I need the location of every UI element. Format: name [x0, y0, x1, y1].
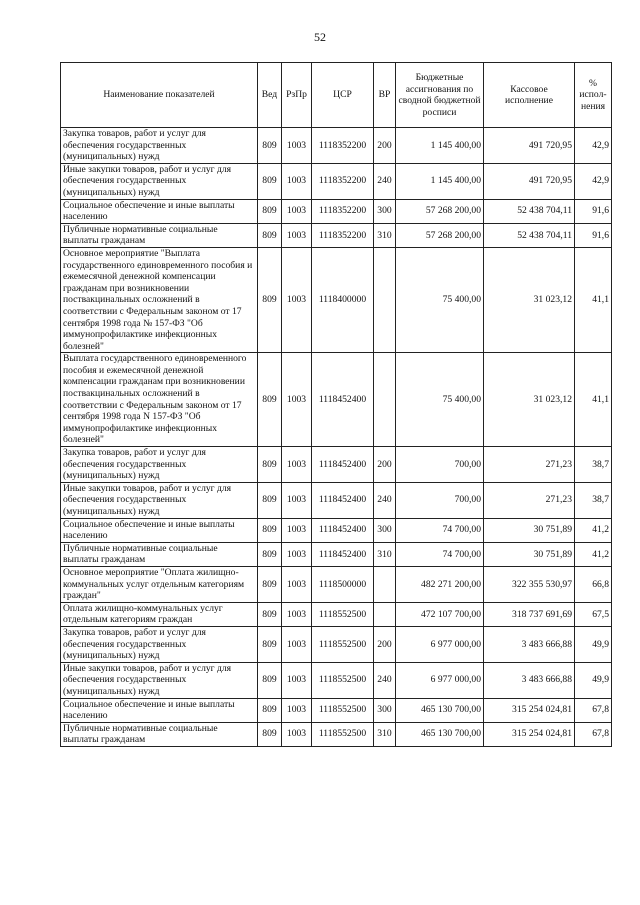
table-row [61, 722, 612, 746]
cell-pct: 41,1 [575, 353, 612, 447]
table-row [61, 199, 612, 223]
cell-cash: 271,23 [484, 447, 575, 483]
cell-csr: 1118552500 [312, 722, 374, 746]
header-ved: Вед [258, 63, 282, 128]
cell-pct: 67,8 [575, 722, 612, 746]
cell-cash: 52 438 704,11 [484, 199, 575, 223]
cell-name: Публичные нормативные социальные выплаты гражданам [61, 542, 258, 566]
cell-name: Основное мероприятие "Оплата жилищно-коммунальных услуг отдельным категориям граждан" [61, 566, 258, 602]
cell-pct: 41,2 [575, 518, 612, 542]
table-row [61, 566, 612, 602]
cell-rzpr: 1003 [282, 626, 312, 662]
cell-csr: 1118552500 [312, 698, 374, 722]
cell-assigned: 482 271 200,00 [396, 566, 484, 602]
cell-assigned: 74 700,00 [396, 542, 484, 566]
cell-cash: 31 023,12 [484, 247, 575, 352]
cell-cash: 30 751,89 [484, 518, 575, 542]
cell-rzpr: 1003 [282, 662, 312, 698]
cell-csr: 1118500000 [312, 566, 374, 602]
cell-pct: 38,7 [575, 482, 612, 518]
table-body [61, 128, 612, 747]
cell-csr: 1118452400 [312, 542, 374, 566]
cell-ved: 809 [258, 163, 282, 199]
cell-ved: 809 [258, 247, 282, 352]
cell-cash: 30 751,89 [484, 542, 575, 566]
cell-pct: 38,7 [575, 447, 612, 483]
table-row [61, 223, 612, 247]
cell-vr [374, 247, 396, 352]
cell-assigned: 57 268 200,00 [396, 223, 484, 247]
cell-csr: 1118452400 [312, 482, 374, 518]
cell-assigned: 75 400,00 [396, 353, 484, 447]
cell-ved: 809 [258, 447, 282, 483]
cell-vr: 300 [374, 199, 396, 223]
cell-cash: 52 438 704,11 [484, 223, 575, 247]
cell-assigned: 465 130 700,00 [396, 722, 484, 746]
cell-ved: 809 [258, 662, 282, 698]
cell-pct: 91,6 [575, 223, 612, 247]
cell-pct: 67,5 [575, 602, 612, 626]
cell-cash: 271,23 [484, 482, 575, 518]
cell-rzpr: 1003 [282, 566, 312, 602]
cell-rzpr: 1003 [282, 698, 312, 722]
cell-rzpr: 1003 [282, 128, 312, 164]
cell-ved: 809 [258, 698, 282, 722]
cell-name: Закупка товаров, работ и услуг для обеспечения государственных (муниципальных) нужд [61, 128, 258, 164]
table-row [61, 482, 612, 518]
cell-vr: 310 [374, 542, 396, 566]
header-row [61, 63, 612, 128]
cell-assigned: 465 130 700,00 [396, 698, 484, 722]
cell-assigned: 57 268 200,00 [396, 199, 484, 223]
cell-pct: 91,6 [575, 199, 612, 223]
cell-vr [374, 566, 396, 602]
cell-rzpr: 1003 [282, 542, 312, 566]
cell-name: Закупка товаров, работ и услуг для обеспечения государственных (муниципальных) нужд [61, 447, 258, 483]
cell-ved: 809 [258, 626, 282, 662]
cell-rzpr: 1003 [282, 247, 312, 352]
cell-csr: 1118452400 [312, 353, 374, 447]
header-rzpr: РзПр [282, 63, 312, 128]
cell-rzpr: 1003 [282, 447, 312, 483]
header-pct: % испол-нения [575, 63, 612, 128]
cell-assigned: 1 145 400,00 [396, 163, 484, 199]
cell-rzpr: 1003 [282, 482, 312, 518]
table-row [61, 353, 612, 447]
table-row [61, 662, 612, 698]
cell-vr: 200 [374, 128, 396, 164]
cell-assigned: 472 107 700,00 [396, 602, 484, 626]
table-row [61, 602, 612, 626]
cell-vr: 240 [374, 163, 396, 199]
table-row [61, 698, 612, 722]
header-cash: Кассовое исполнение [484, 63, 575, 128]
cell-csr: 1118400000 [312, 247, 374, 352]
cell-cash: 3 483 666,88 [484, 626, 575, 662]
page-number: 52 [314, 30, 326, 44]
cell-cash: 315 254 024,81 [484, 698, 575, 722]
cell-ved: 809 [258, 199, 282, 223]
cell-rzpr: 1003 [282, 722, 312, 746]
cell-name: Оплата жилищно-коммунальных услуг отдельным категориям граждан [61, 602, 258, 626]
cell-pct: 42,9 [575, 163, 612, 199]
cell-csr: 1118352200 [312, 128, 374, 164]
cell-cash: 491 720,95 [484, 163, 575, 199]
cell-name: Иные закупки товаров, работ и услуг для обеспечения государственных (муниципальных) нужд [61, 482, 258, 518]
cell-rzpr: 1003 [282, 602, 312, 626]
cell-vr: 240 [374, 482, 396, 518]
table-row [61, 518, 612, 542]
table-header [61, 63, 612, 128]
cell-ved: 809 [258, 566, 282, 602]
table-row [61, 163, 612, 199]
cell-pct: 49,9 [575, 662, 612, 698]
cell-pct: 41,2 [575, 542, 612, 566]
header-name: Наименование показателей [61, 63, 258, 128]
cell-ved: 809 [258, 518, 282, 542]
cell-vr [374, 353, 396, 447]
cell-ved: 809 [258, 353, 282, 447]
table-row [61, 626, 612, 662]
cell-csr: 1118452400 [312, 518, 374, 542]
cell-name: Закупка товаров, работ и услуг для обеспечения государственных (муниципальных) нужд [61, 626, 258, 662]
cell-cash: 491 720,95 [484, 128, 575, 164]
budget-table [60, 62, 612, 747]
cell-vr: 300 [374, 698, 396, 722]
cell-name: Социальное обеспечение и иные выплаты населению [61, 518, 258, 542]
header-csr: ЦСР [312, 63, 374, 128]
cell-rzpr: 1003 [282, 518, 312, 542]
cell-cash: 318 737 691,69 [484, 602, 575, 626]
table-row [61, 542, 612, 566]
cell-ved: 809 [258, 602, 282, 626]
cell-pct: 41,1 [575, 247, 612, 352]
cell-name: Иные закупки товаров, работ и услуг для обеспечения государственных (муниципальных) нужд [61, 163, 258, 199]
cell-vr: 240 [374, 662, 396, 698]
cell-csr: 1118552500 [312, 662, 374, 698]
cell-name: Публичные нормативные социальные выплаты гражданам [61, 223, 258, 247]
cell-vr: 310 [374, 223, 396, 247]
cell-pct: 67,8 [575, 698, 612, 722]
cell-vr: 300 [374, 518, 396, 542]
cell-pct: 49,9 [575, 626, 612, 662]
cell-ved: 809 [258, 482, 282, 518]
cell-ved: 809 [258, 223, 282, 247]
header-assigned: Бюджетные ассигнования по сводной бюджетной росписи [396, 63, 484, 128]
cell-ved: 809 [258, 128, 282, 164]
cell-name: Основное мероприятие "Выплата государственного единовременного пособия и ежемесячной денежной компенсации гражданам при возникновении поствакцинальных осложнений в соответствии с Федеральным законом от 17 сентября 1998 года № 157-ФЗ "Об иммунопрофилактике инфекционных болезней" [61, 247, 258, 352]
cell-assigned: 75 400,00 [396, 247, 484, 352]
cell-csr: 1118452400 [312, 447, 374, 483]
cell-vr: 310 [374, 722, 396, 746]
cell-assigned: 700,00 [396, 447, 484, 483]
cell-assigned: 700,00 [396, 482, 484, 518]
cell-assigned: 6 977 000,00 [396, 662, 484, 698]
cell-csr: 1118352200 [312, 223, 374, 247]
cell-cash: 3 483 666,88 [484, 662, 575, 698]
cell-pct: 66,8 [575, 566, 612, 602]
cell-cash: 315 254 024,81 [484, 722, 575, 746]
cell-name: Выплата государственного единовременного пособия и ежемесячной денежной компенсации гражданам при возникновении поствакцинальных осложнений в соответствии с Федеральным законом от 17 сентября 1998 года N 157-ФЗ "Об иммунопрофилактике инфекционных болезней" [61, 353, 258, 447]
cell-assigned: 74 700,00 [396, 518, 484, 542]
cell-name: Публичные нормативные социальные выплаты гражданам [61, 722, 258, 746]
cell-name: Социальное обеспечение и иные выплаты населению [61, 199, 258, 223]
cell-pct: 42,9 [575, 128, 612, 164]
cell-vr: 200 [374, 626, 396, 662]
cell-vr: 200 [374, 447, 396, 483]
cell-assigned: 6 977 000,00 [396, 626, 484, 662]
cell-rzpr: 1003 [282, 163, 312, 199]
cell-csr: 1118552500 [312, 602, 374, 626]
cell-name: Иные закупки товаров, работ и услуг для обеспечения государственных (муниципальных) нужд [61, 662, 258, 698]
cell-name: Социальное обеспечение и иные выплаты населению [61, 698, 258, 722]
cell-csr: 1118552500 [312, 626, 374, 662]
cell-csr: 1118352200 [312, 199, 374, 223]
cell-cash: 322 355 530,97 [484, 566, 575, 602]
table-row [61, 447, 612, 483]
cell-rzpr: 1003 [282, 353, 312, 447]
cell-vr [374, 602, 396, 626]
table-row [61, 247, 612, 352]
header-vr: ВР [374, 63, 396, 128]
cell-rzpr: 1003 [282, 199, 312, 223]
table-row [61, 128, 612, 164]
cell-rzpr: 1003 [282, 223, 312, 247]
cell-csr: 1118352200 [312, 163, 374, 199]
cell-ved: 809 [258, 722, 282, 746]
cell-ved: 809 [258, 542, 282, 566]
cell-assigned: 1 145 400,00 [396, 128, 484, 164]
cell-cash: 31 023,12 [484, 353, 575, 447]
